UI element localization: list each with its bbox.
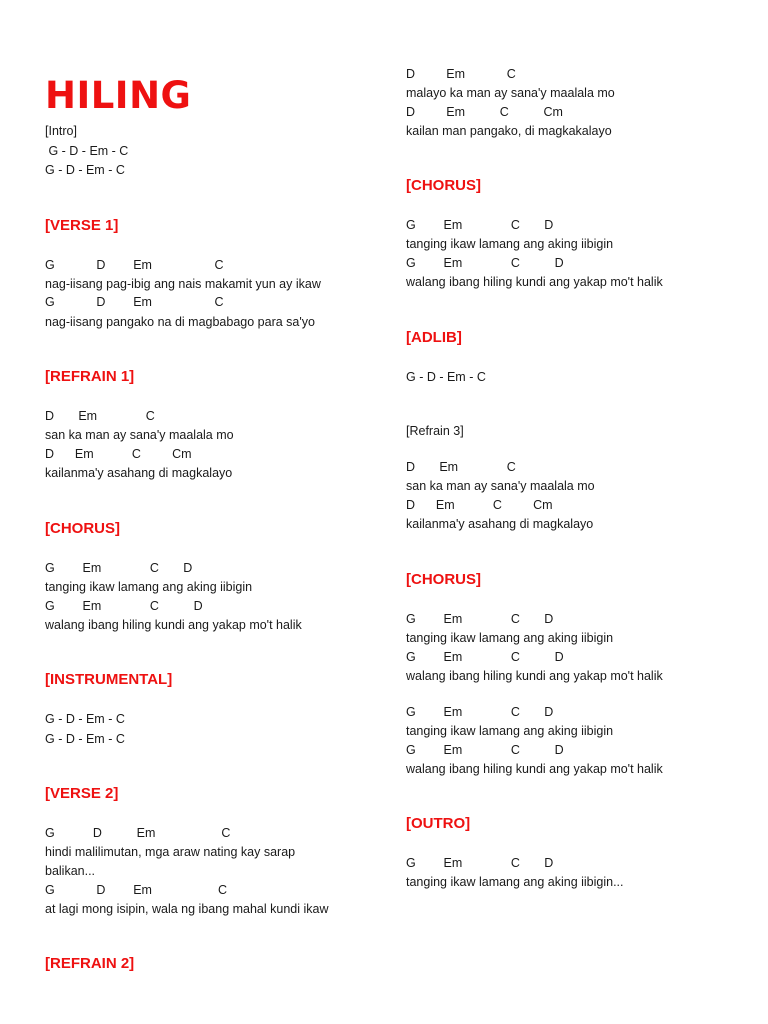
intro-label: [Intro] bbox=[45, 124, 77, 138]
refrain1-chords-1: D Em C bbox=[45, 409, 155, 423]
chorus-chords-2: G Em C D bbox=[406, 650, 564, 664]
chorus-chords-1: G Em C D bbox=[406, 612, 554, 626]
intro-chords-2: G - D - Em - C bbox=[45, 163, 125, 177]
refrain2-chords-2: D Em C Cm bbox=[406, 105, 563, 119]
chorus-lyric-1: tanging ikaw lamang ang aking iibigin bbox=[45, 580, 253, 594]
verse1-chords-2: G D Em C bbox=[45, 295, 224, 309]
refrain3-label: [Refrain 3] bbox=[406, 424, 464, 438]
verse1-heading: [VERSE 1] bbox=[45, 217, 119, 234]
chorus-chords-4: G Em C D bbox=[406, 743, 564, 757]
verse2-lyric-1b: balikan... bbox=[45, 864, 96, 878]
adlib-heading: [ADLIB] bbox=[406, 329, 462, 346]
refrain1-lyric-1: san ka man ay sana'y maalala mo bbox=[45, 428, 234, 442]
verse2-lyric-2: at lagi mong isipin, wala ng ibang mahal kundi ikaw bbox=[45, 902, 329, 916]
chorus-lyric-2: walang ibang hiling kundi ang yakap mo't halik bbox=[406, 669, 663, 683]
outro-lyric-1: tanging ikaw lamang ang aking iibigin... bbox=[406, 875, 624, 889]
chorus-lyric-2: walang ibang hiling kundi ang yakap mo't halik bbox=[406, 275, 663, 289]
chorus-lyric-1: tanging ikaw lamang ang aking iibigin bbox=[406, 237, 614, 251]
verse2-heading: [VERSE 2] bbox=[45, 785, 119, 802]
outro-chords-1: G Em C D bbox=[406, 856, 554, 870]
refrain3-chords-1: D Em C bbox=[406, 460, 516, 474]
chorus-lyric-3: tanging ikaw lamang ang aking iibigin bbox=[406, 724, 614, 738]
instrumental-heading: [INSTRUMENTAL] bbox=[45, 671, 173, 688]
refrain3-lyric-1: san ka man ay sana'y maalala mo bbox=[406, 479, 595, 493]
verse1-lyric-1: nag-iisang pag-ibig ang nais makamit yun ay ikaw bbox=[45, 277, 321, 291]
chorus-chords-1: G Em C D bbox=[45, 561, 193, 575]
chorus-lyric-4: walang ibang hiling kundi ang yakap mo't halik bbox=[406, 762, 663, 776]
verse2-chords-2: G D Em C bbox=[45, 883, 227, 897]
refrain1-lyric-2: kailanma'y asahang di magkalayo bbox=[45, 466, 233, 480]
refrain2-chords-1: D Em C bbox=[406, 67, 516, 81]
chorus-heading: [CHORUS] bbox=[406, 571, 481, 588]
refrain2-lyric-2: kailan man pangako, di magkakalayo bbox=[406, 124, 612, 138]
verse2-chords-1: G D Em C bbox=[45, 826, 231, 840]
refrain1-chords-2: D Em C Cm bbox=[45, 447, 192, 461]
chorus-heading: [CHORUS] bbox=[45, 520, 120, 537]
chorus-chords-2: G Em C D bbox=[45, 599, 203, 613]
chorus-chords-1: G Em C D bbox=[406, 218, 554, 232]
verse2-lyric-1a: hindi malilimutan, mga araw nating kay sarap bbox=[45, 845, 296, 859]
chorus-heading: [CHORUS] bbox=[406, 177, 481, 194]
refrain1-heading: [REFRAIN 1] bbox=[45, 368, 135, 385]
chorus-chords-2: G Em C D bbox=[406, 256, 564, 270]
chorus-lyric-1: tanging ikaw lamang ang aking iibigin bbox=[406, 631, 614, 645]
instrumental-chords-1: G - D - Em - C bbox=[45, 712, 125, 726]
chorus-lyric-2: walang ibang hiling kundi ang yakap mo't halik bbox=[45, 618, 302, 632]
verse1-lyric-2: nag-iisang pangako na di magbabago para sa'yo bbox=[45, 315, 315, 329]
refrain2-heading: [REFRAIN 2] bbox=[45, 955, 135, 972]
song-title: HILING bbox=[45, 74, 192, 117]
instrumental-chords-2: G - D - Em - C bbox=[45, 732, 125, 746]
refrain3-chords-2: D Em C Cm bbox=[406, 498, 553, 512]
verse1-chords-1: G D Em C bbox=[45, 258, 224, 272]
adlib-chords: G - D - Em - C bbox=[406, 370, 486, 384]
intro-chords-1: G - D - Em - C bbox=[45, 144, 129, 158]
chorus-chords-3: G Em C D bbox=[406, 705, 554, 719]
refrain2-lyric-1: malayo ka man ay sana'y maalala mo bbox=[406, 86, 615, 100]
refrain3-lyric-2: kailanma'y asahang di magkalayo bbox=[406, 517, 594, 531]
outro-heading: [OUTRO] bbox=[406, 815, 471, 832]
